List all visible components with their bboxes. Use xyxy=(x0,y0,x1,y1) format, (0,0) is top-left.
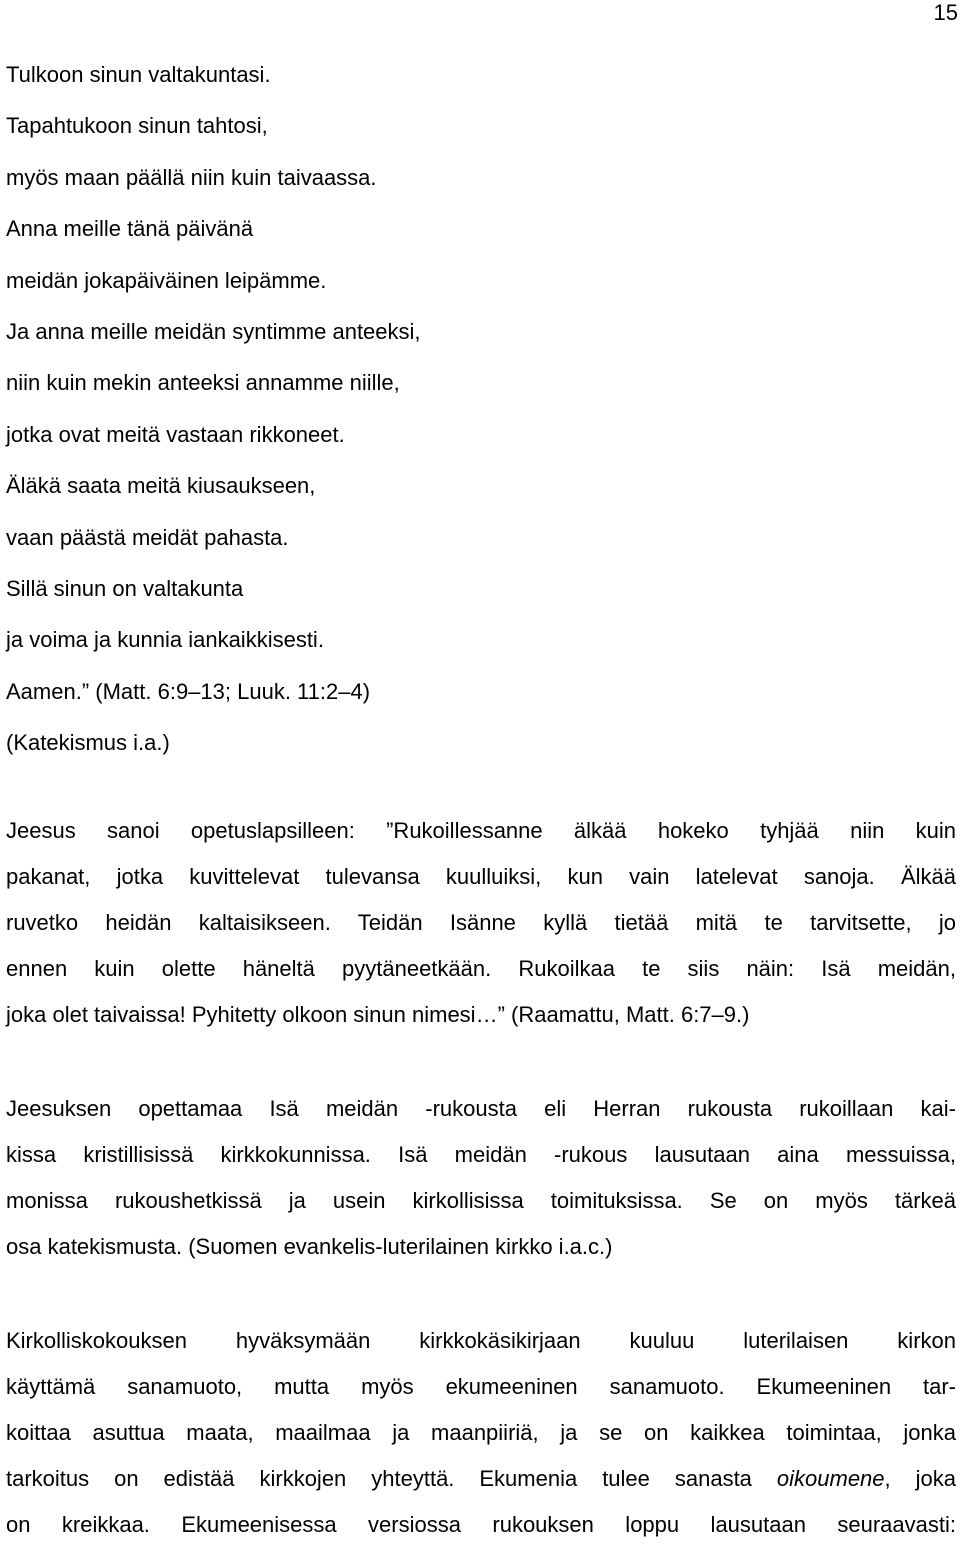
paragraph-line: Jeesus sanoi opetuslapsilleen: ”Rukoillessanne älkää hokeko tyhjää niin kuin xyxy=(6,818,956,843)
paragraph-line: ennen kuin olette häneltä pyytäneetkään. Rukoilkaa te siis näin: Isä meidän, xyxy=(6,956,956,981)
paragraph-line: pakanat, jotka kuvittelevat tulevansa kuulluiksi, kun vain latelevat sanoja. Älkää xyxy=(6,864,956,889)
paragraph-matthew-quote xyxy=(6,808,956,1038)
verse-line: ja voima ja kunnia iankaikkisesti. xyxy=(6,627,324,653)
text-segment: tarkoitus on edistää kirkkojen yhteyttä. Ekumenia tulee sanasta xyxy=(6,1466,777,1491)
paragraph-line: koittaa asuttua maata, maailmaa ja maanpiiriä, ja se on kaikkea toimintaa, jonka xyxy=(6,1420,956,1445)
paragraph-lords-prayer xyxy=(6,1086,956,1270)
paragraph-line: on kreikkaa. Ekumeenisessa versiossa rukouksen loppu lausutaan seuraavasti: xyxy=(6,1512,956,1537)
verse-line: (Katekismus i.a.) xyxy=(6,730,170,756)
verse-line: Aamen.” (Matt. 6:9‒13; Luuk. 11:2‒4) xyxy=(6,678,371,704)
paragraph-line: osa katekismusta. (Suomen evankelis-luterilainen kirkko i.a.c.) xyxy=(6,1234,613,1259)
verse-line: Tapahtukoon sinun tahtosi, xyxy=(6,113,268,139)
verse-line: jotka ovat meitä vastaan rikkoneet. xyxy=(6,421,345,447)
verse-line: Äläkä saata meitä kiusaukseen, xyxy=(6,473,316,499)
paragraph-line: ruvetko heidän kaltaisikseen. Teidän Isänne kyllä tietää mitä te tarvitsette, jo xyxy=(6,910,956,935)
paragraph-line: kissa kristillisissä kirkkokunnissa. Isä meidän -rukous lausutaan aina messuissa, xyxy=(6,1142,956,1167)
verse-line: meidän jokapäiväinen leipämme. xyxy=(6,267,327,293)
page-number: 15 xyxy=(933,0,958,25)
prayer-verse xyxy=(6,55,946,774)
paragraph-line: Kirkolliskokouksen hyväksymään kirkkokäsikirjaan kuuluu luterilaisen kirkon xyxy=(6,1328,956,1353)
verse-line: niin kuin mekin anteeksi annamme niille, xyxy=(6,370,400,396)
paragraph-line: Jeesuksen opettamaa Isä meidän -rukousta eli Herran rukousta rukoillaan kai- xyxy=(6,1096,956,1121)
verse-line: myös maan päällä niin kuin taivaassa. xyxy=(6,164,377,190)
verse-line: Ja anna meille meidän syntimme anteeksi, xyxy=(6,318,421,344)
verse-line: Anna meille tänä päivänä xyxy=(6,216,254,242)
paragraph-line: monissa rukoushetkissä ja usein kirkollisissa toimituksissa. Se on myös tärkeä xyxy=(6,1188,956,1213)
italic-term: oikoumene xyxy=(776,1466,885,1491)
verse-line: Tulkoon sinun valtakuntasi. xyxy=(6,62,271,87)
paragraph-ecumenical xyxy=(6,1318,956,1548)
verse-line: Sillä sinun on valtakunta xyxy=(6,575,244,601)
paragraph-line: joka olet taivaissa! Pyhitetty olkoon sinun nimesi…” (Raamattu, Matt. 6:7‒9.) xyxy=(6,1002,750,1027)
verse-line: vaan päästä meidät pahasta. xyxy=(6,524,289,550)
text-segment: , joka xyxy=(884,1466,956,1491)
paragraph-line: käyttämä sanamuoto, mutta myös ekumeeninen sanamuoto. Ekumeeninen tar- xyxy=(6,1374,956,1399)
paragraph-line xyxy=(6,1456,956,1502)
